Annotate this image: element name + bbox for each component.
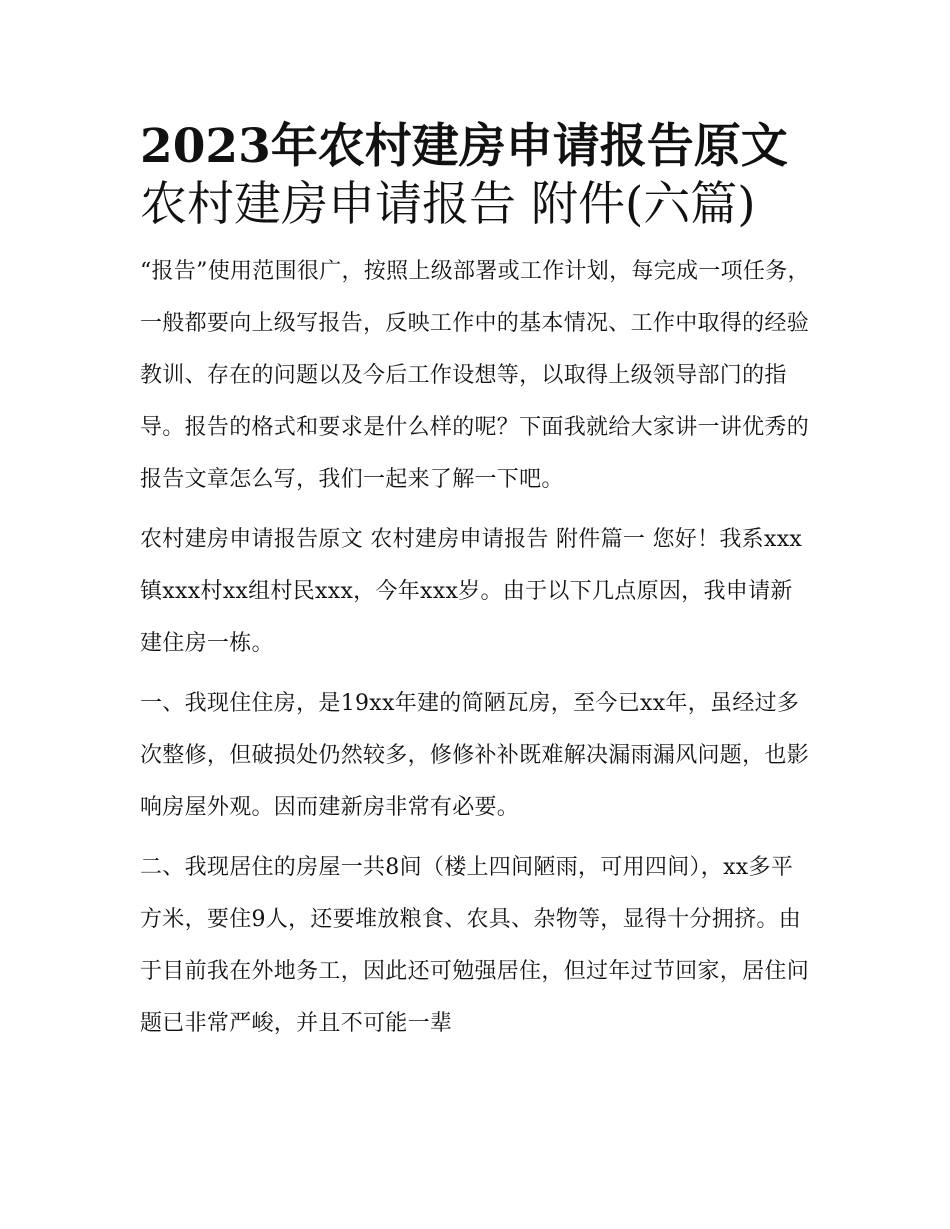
title-line-1: 2023年农村建房申请报告原文 xyxy=(140,119,788,174)
title-line-2: 农村建房申请报告 附件(六篇) xyxy=(140,177,756,232)
paragraph-reason-2: 二、我现居住的房屋一共8间（楼上四间陋雨，可用四间），xx多平方米，要住9人，还要堆放粮食、农具、杂物等，显得十分拥挤。由于目前我在外地务工，因此还可勉强居住，但过年过节回家，居住问题已非常严峻，并且不可能一辈 xyxy=(140,855,810,1036)
document-page xyxy=(140,118,812,1058)
paragraph-reason-1: 一、我现住住房，是19xx年建的简陋瓦房，至今已xx年，虽经过多次整修，但破损处仍然较多，修修补补既难解决漏雨漏风问题，也影响房屋外观。因而建新房非常有必要。 xyxy=(140,691,810,820)
paragraph-greeting: 农村建房申请报告原文 农村建房申请报告 附件篇一 您好！我系xxx镇xxx村xx组村民xxx，今年xxx岁。由于以下几点原因，我申请新建住房一栋。 xyxy=(140,527,803,656)
paragraph-intro: “报告”使用范围很广，按照上级部署或工作计划，每完成一项任务，一般都要向上级写报告，反映工作中的基本情况、工作中取得的经验教训、存在的问题以及今后工作设想等，以取得上级领导部门的指导。报告的格式和要求是什么样的呢？下面我就给大家讲一讲优秀的报告文章怎么写，我们一起来了解一下吧。 xyxy=(140,259,810,492)
document-title xyxy=(140,118,812,234)
